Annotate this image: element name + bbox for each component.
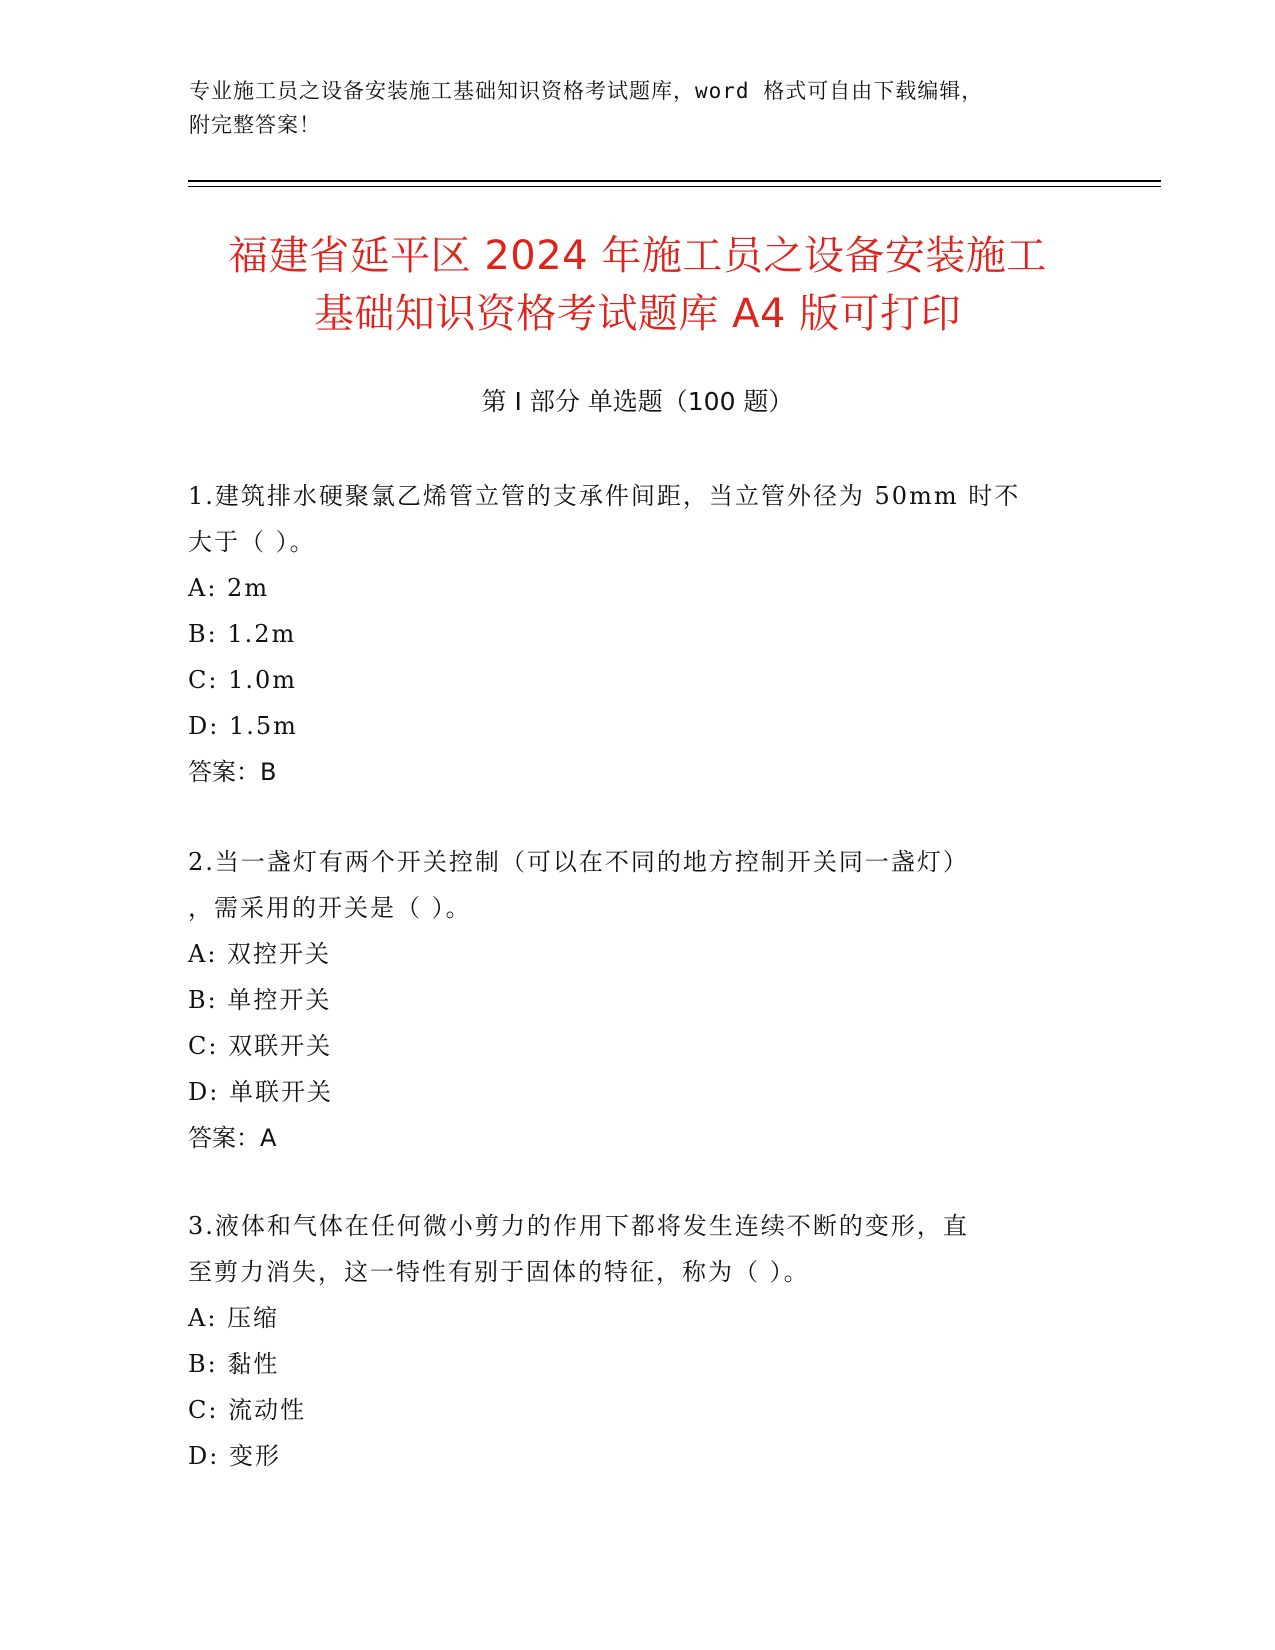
header-note-line-1: 专业施工员之设备安装施工基础知识资格考试题库，word 格式可自由下载编辑， xyxy=(189,79,984,103)
option-b: B: 黏性 xyxy=(188,1350,280,1378)
question-stem-line-2: 至剪力消失，这一特性有别于固体的特征，称为（ ）。 xyxy=(188,1258,810,1286)
header-note xyxy=(189,74,1089,142)
option-b: B: 单控开关 xyxy=(188,986,332,1014)
document-title-line-2: 基础知识资格考试题库 A4 版可打印 xyxy=(313,291,962,337)
document-title-line-1: 福建省延平区 2024 年施工员之设备安装施工 xyxy=(228,233,1047,279)
document-title xyxy=(150,227,1125,343)
question-stem-line-1: 3.液体和气体在任何微小剪力的作用下都将发生连续不断的变形，直 xyxy=(188,1212,969,1240)
option-d: D: 变形 xyxy=(188,1442,281,1470)
option-c: C: 1.0m xyxy=(188,666,298,694)
question-1 xyxy=(188,473,1093,795)
option-c: C: 流动性 xyxy=(188,1396,307,1424)
question-stem-line-1: 1.建筑排水硬聚氯乙烯管立管的支承件间距，当立管外径为 50mm 时不 xyxy=(188,482,1021,510)
question-stem-line-2: ，需采用的开关是（ ）。 xyxy=(188,894,472,922)
option-b: B: 1.2m xyxy=(188,620,297,648)
question-3 xyxy=(188,1203,1093,1479)
option-c: C: 双联开关 xyxy=(188,1032,333,1060)
option-d: D: 单联开关 xyxy=(188,1078,333,1106)
question-stem-line-1: 2.当一盏灯有两个开关控制（可以在不同的地方控制开关同一盏灯） xyxy=(188,848,969,876)
option-a: A: 2m xyxy=(188,574,270,602)
answer: 答案：B xyxy=(188,758,277,786)
question-2 xyxy=(188,839,1093,1161)
option-d: D: 1.5m xyxy=(188,712,298,740)
option-a: A: 双控开关 xyxy=(188,940,332,968)
header-divider-thin xyxy=(188,186,1161,187)
header-note-line-2: 附完整答案！ xyxy=(189,113,321,137)
section-title: 第 I 部分 单选题（100 题） xyxy=(481,387,794,416)
question-stem-line-2: 大于（ ）。 xyxy=(188,528,316,556)
option-a: A: 压缩 xyxy=(188,1304,280,1332)
header-divider-thick xyxy=(188,180,1161,182)
answer: 答案：A xyxy=(188,1124,277,1152)
